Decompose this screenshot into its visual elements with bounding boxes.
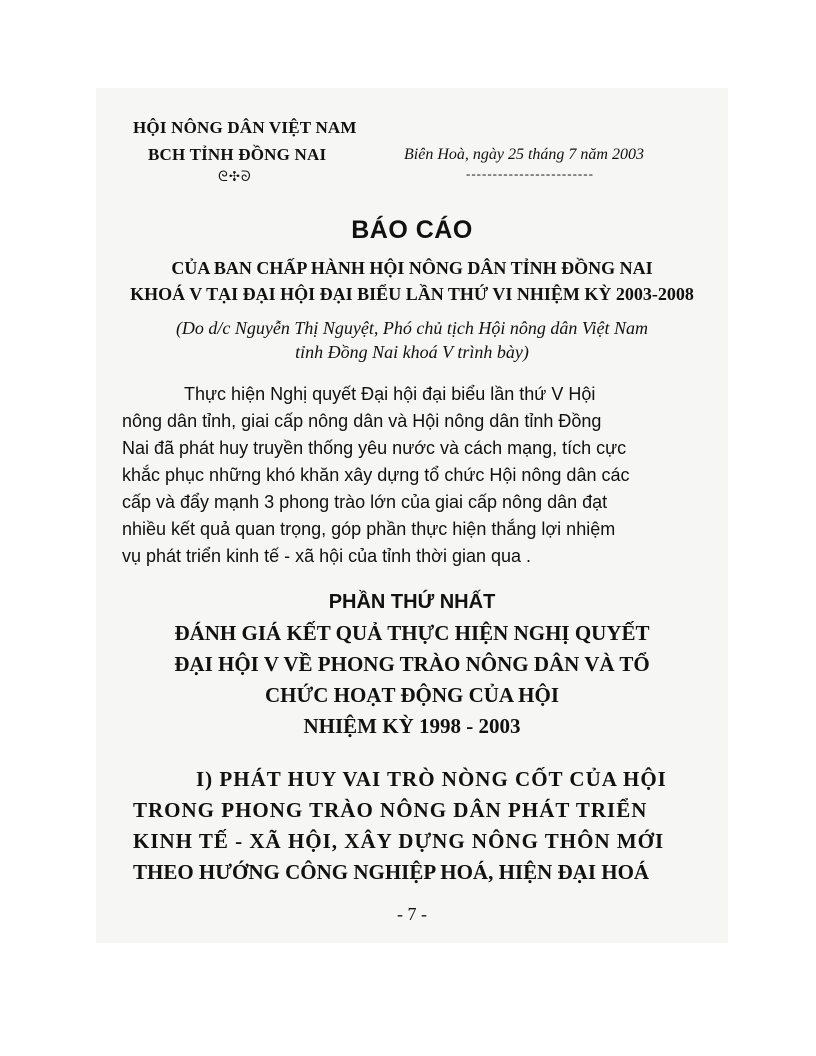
intro-line: nông dân tỉnh, giai cấp nông dân và Hội nông dân tỉnh Đồng <box>122 411 602 431</box>
presenter-line1: (Do d/c Nguyễn Thị Nguyệt, Phó chủ tịch Hội nông dân Việt Nam <box>175 318 649 338</box>
document-page <box>96 88 728 943</box>
intro-line: khắc phục những khó khăn xây dựng tổ chức Hội nông dân các <box>122 465 630 485</box>
part-title-line: CHỨC HOẠT ĐỘNG CỦA HỘI <box>264 683 560 707</box>
ornament: ᘓ✣ᘐ <box>218 170 252 185</box>
section-heading-line: KINH TẾ - XÃ HỘI, XÂY DỰNG NÔNG THÔN MỚI <box>133 829 665 853</box>
intro-line: cấp và đẩy mạnh 3 phong trào lớn của giai cấp nông dân đạt <box>122 492 608 512</box>
part-title-line: NHIỆM KỲ 1998 - 2003 <box>303 714 521 738</box>
intro-line: nhiều kết quả quan trọng, góp phần thực hiện thắng lợi nhiệm <box>122 519 616 539</box>
part-title-line: ĐẠI HỘI V VỀ PHONG TRÀO NÔNG DÂN VÀ TỔ <box>174 652 650 676</box>
section-heading-line: TRONG PHONG TRÀO NÔNG DÂN PHÁT TRIỂN <box>133 798 648 822</box>
section-heading-line: THEO HƯỚNG CÔNG NGHIỆP HOÁ, HIỆN ĐẠI HOÁ <box>133 860 650 884</box>
report-title: BÁO CÁO <box>351 216 473 244</box>
intro-line: vụ phát triển kinh tế - xã hội của tỉnh thời gian qua . <box>122 546 532 566</box>
report-subtitle-line2: KHOÁ V TẠI ĐẠI HỘI ĐẠI BIỂU LẦN THỨ VI NHIỆM KỲ 2003-2008 <box>130 284 694 304</box>
date-underline: ------------------------ <box>466 166 594 181</box>
org-branch: BCH TỈNH ĐỒNG NAI <box>148 145 327 164</box>
intro-line: Nai đã phát huy truyền thống yêu nước và cách mạng, tích cực <box>122 438 627 458</box>
part-title-line: ĐÁNH GIÁ KẾT QUẢ THỰC HIỆN NGHỊ QUYẾT <box>174 621 650 645</box>
presenter-line2: tỉnh Đồng Nai khoá V trình bày) <box>295 342 529 362</box>
report-subtitle-line1: CỦA BAN CHẤP HÀNH HỘI NÔNG DÂN TỈNH ĐỒNG NAI <box>171 258 653 278</box>
place-date: Biên Hoà, ngày 25 tháng 7 năm 2003 <box>404 146 644 163</box>
page-number: - 7 - <box>397 904 427 924</box>
org-name: HỘI NÔNG DÂN VIỆT NAM <box>133 118 357 137</box>
section-heading-line: I) PHÁT HUY VAI TRÒ NÒNG CỐT CỦA HỘI <box>196 767 667 791</box>
intro-line: Thực hiện Nghị quyết Đại hội đại biểu lần thứ V Hội <box>184 384 596 404</box>
part-heading: PHẦN THỨ NHẤT <box>328 591 496 613</box>
